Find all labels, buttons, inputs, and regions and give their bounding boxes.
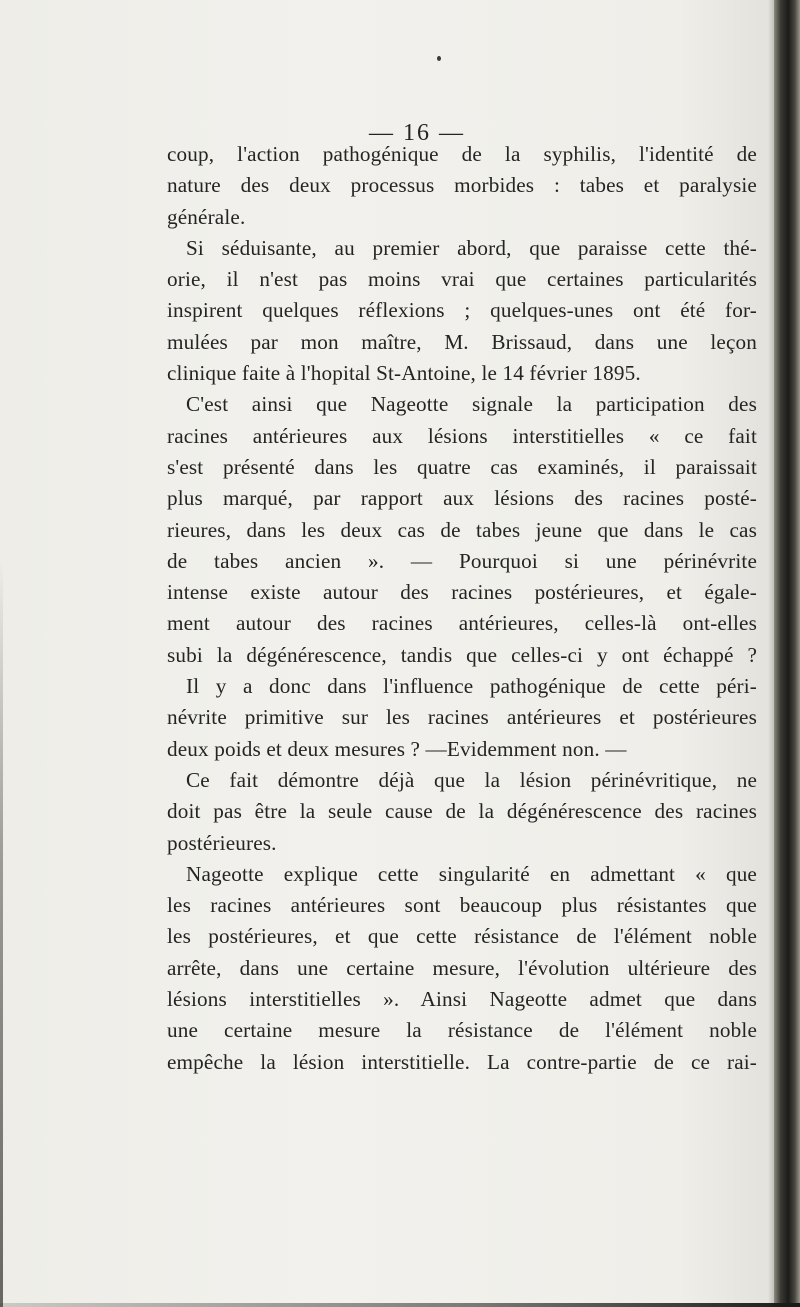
- text-line: clinique faite à l'hopital St-Antoine, le 14 février 1895.: [167, 361, 641, 386]
- text-line: postérieures.: [167, 830, 277, 855]
- page-bottom-edge: [0, 1303, 800, 1307]
- text-line: Nageotte explique cette singularité en admettant « que: [186, 861, 757, 886]
- page-left-shadow: [0, 560, 3, 1307]
- text-line: nature des deux processus morbides : tabes et paralysie: [167, 173, 757, 198]
- text-line: ment autour des racines antérieures, celles-là ont-elles: [167, 611, 757, 636]
- text-line: C'est ainsi que Nageotte signale la participation des: [186, 392, 757, 417]
- text-line: de tabes ancien ». — Pourquoi si une périnévrite: [167, 548, 757, 573]
- text-line: doit pas être la seule cause de la dégénérescence des racines: [167, 799, 757, 824]
- text-line: arrête, dans une certaine mesure, l'évolution ultérieure des: [167, 955, 757, 980]
- text-line: Si séduisante, au premier abord, que paraisse cette thé-: [186, 235, 757, 260]
- text-line: les racines antérieures sont beaucoup plus résistantes que: [167, 893, 757, 918]
- book-binding-edge: [774, 0, 800, 1307]
- text-line: deux poids et deux mesures ? —Evidemment non. —: [167, 736, 627, 761]
- text-line: lésions interstitielles ». Ainsi Nageotte admet que dans: [167, 987, 757, 1012]
- text-line: empêche la lésion interstitielle. La contre-partie de ce rai-: [167, 1049, 757, 1074]
- ink-speck: [437, 56, 441, 61]
- text-line: générale.: [167, 204, 246, 229]
- text-line: mulées par mon maître, M. Brissaud, dans une leçon: [167, 329, 757, 354]
- text-line: coup, l'action pathogénique de la syphilis, l'identité de: [167, 142, 757, 166]
- text-line: névrite primitive sur les racines antérieures et postérieures: [167, 705, 757, 730]
- text-line: Il y a donc dans l'influence pathogénique de cette péri-: [186, 674, 757, 699]
- text-line: racines antérieures aux lésions interstitielles « ce fait: [167, 423, 757, 448]
- body-text: [167, 139, 757, 1078]
- text-line: rieures, dans les deux cas de tabes jeune que dans le cas: [167, 517, 757, 542]
- page-number: — 16 —: [369, 120, 465, 146]
- text-line: s'est présenté dans les quatre cas examinés, il paraissait: [167, 454, 757, 479]
- text-line: inspirent quelques réflexions ; quelques-unes ont été for-: [167, 298, 757, 323]
- text-line: une certaine mesure la résistance de l'élément noble: [167, 1018, 757, 1043]
- text-line: subi la dégénérescence, tandis que celles-ci y ont échappé ?: [167, 642, 757, 667]
- text-line: Ce fait démontre déjà que la lésion périnévritique, ne: [186, 767, 757, 792]
- text-line: intense existe autour des racines postérieures, et égale-: [167, 580, 757, 605]
- text-line: orie, il n'est pas moins vrai que certaines particularités: [167, 267, 757, 292]
- text-line: plus marqué, par rapport aux lésions des racines posté-: [167, 486, 757, 511]
- text-line: les postérieures, et que cette résistance de l'élément noble: [167, 924, 757, 949]
